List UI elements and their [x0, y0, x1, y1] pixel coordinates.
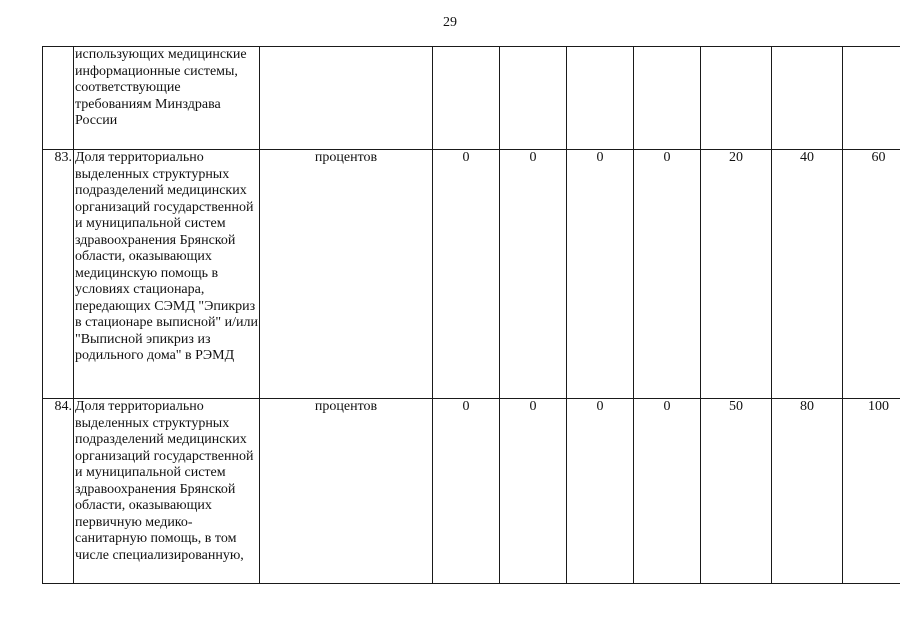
value-cell: [843, 47, 900, 150]
value-cell: 100: [843, 399, 900, 584]
indicator-description-text: Доля территориально выделенных структурных подразделений медицинских организаций государственной и муниципальной систем здравоохранения Брянской области, оказывающих медицинскую помощь в условиях стационара, передающих СЭМД "Эпикриз в стационаре выписной" и/или "Выписной эпикриз из родильного дома" в РЭМД: [75, 150, 258, 363]
table-row: [43, 150, 900, 399]
indicator-description: [74, 47, 260, 150]
row-number: [43, 47, 74, 150]
value-cell: 80: [772, 399, 843, 584]
value-cell: [772, 47, 843, 150]
indicator-description: [74, 150, 260, 399]
value-cell: [433, 47, 500, 150]
value-cell: 60: [843, 150, 900, 399]
table-row: [43, 47, 900, 150]
unit-cell: процентов: [260, 399, 433, 584]
page-number: 29: [443, 15, 457, 30]
indicator-description-text: использующих медицинские информационные системы, соответствующие требованиям Минздрава России: [75, 47, 247, 128]
value-cell: [634, 47, 701, 150]
unit-cell: процентов: [260, 150, 433, 399]
value-cell: 0: [433, 399, 500, 584]
row-number: 84.: [43, 399, 74, 584]
value-cell: 0: [433, 150, 500, 399]
value-cell: [500, 47, 567, 150]
unit-cell: [260, 47, 433, 150]
row-number: 83.: [43, 150, 74, 399]
value-cell: 0: [500, 399, 567, 584]
value-cell: 0: [567, 399, 634, 584]
value-cell: [701, 47, 772, 150]
value-cell: 20: [701, 150, 772, 399]
indicator-description: [74, 399, 260, 584]
value-cell: [567, 47, 634, 150]
value-cell: 0: [500, 150, 567, 399]
value-cell: 0: [634, 150, 701, 399]
value-cell: 0: [567, 150, 634, 399]
value-cell: 0: [634, 399, 701, 584]
table-row: [43, 399, 900, 584]
value-cell: 40: [772, 150, 843, 399]
indicator-description-text: Доля территориально выделенных структурных подразделений медицинских организаций государственной и муниципальной систем здравоохранения Брянской области, оказывающих первичную медико-санитарную помощь, в том числе специализированную,: [75, 399, 254, 563]
value-cell: 50: [701, 399, 772, 584]
indicators-table: [42, 46, 900, 584]
